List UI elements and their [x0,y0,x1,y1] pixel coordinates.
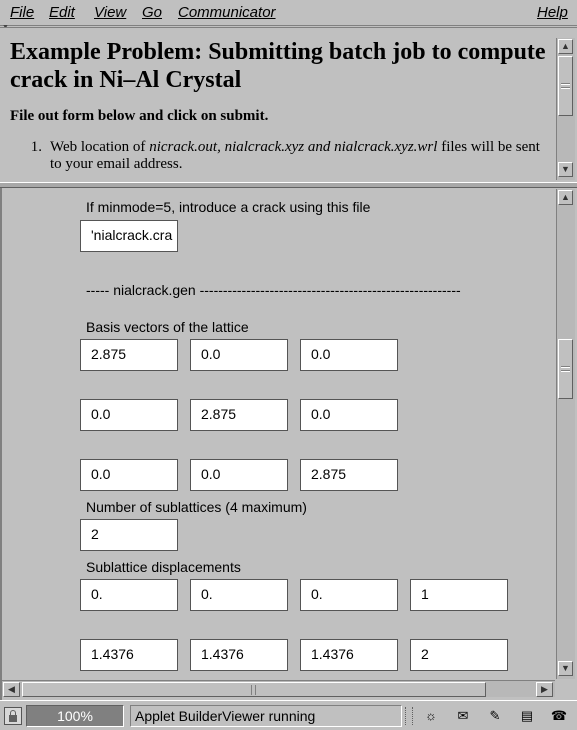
displacement-input[interactable]: 1.4376 [300,639,398,671]
displacement-input[interactable]: 0. [300,579,398,611]
basis-input[interactable]: 0.0 [80,459,178,491]
mail-icon[interactable]: ✉ [457,708,469,723]
arrow-down-icon[interactable]: ▼ [558,661,573,676]
crack-file-input[interactable]: 'nialcrack.cra [80,220,178,252]
displacements-label: Sublattice displacements [86,559,241,575]
top-frame [0,27,577,182]
top-frame-scrollbar[interactable] [556,38,575,180]
composer-icon[interactable]: ▤ [520,708,534,723]
top-frame-content [10,38,550,173]
sublattice-count-label: Number of sublattices (4 maximum) [86,499,307,515]
basis-input[interactable]: 0.0 [300,339,398,371]
zoom-indicator: 100% [26,705,124,727]
conference-icon[interactable]: ☎ [550,708,568,723]
menu-file[interactable]: File [10,4,35,21]
navigator-icon[interactable]: ☼ [425,708,437,723]
instructions-heading: File out form below and click on submit. [10,108,269,124]
list-item [10,139,550,173]
status-message: Applet BuilderViewer running [130,705,402,727]
sublattice-index-input[interactable]: 1 [410,579,508,611]
form-frame-hscrollbar[interactable] [2,680,555,697]
menu-edit[interactable]: Edit [49,4,75,21]
menu-help[interactable]: Help [537,4,568,21]
menu-go[interactable]: Go [142,4,163,21]
horizontal-scroll-thumb[interactable] [22,682,486,697]
basis-input[interactable]: 0.0 [190,339,288,371]
list-number: 1. [30,139,42,155]
menu-bar [0,0,577,26]
arrow-right-icon[interactable]: ▶ [536,682,553,697]
top-scroll-thumb[interactable] [558,56,573,116]
displacement-input[interactable]: 0. [80,579,178,611]
basis-input[interactable]: 0.0 [300,399,398,431]
menu-communicator[interactable]: Communicator [178,4,276,21]
discussion-icon[interactable]: ✎ [489,708,501,723]
section-divider: ----- nialcrack.gen -------------------------------------------------------- [86,282,461,298]
basis-input[interactable]: 2.875 [190,399,288,431]
basis-input[interactable]: 0.0 [80,399,178,431]
arrow-left-icon[interactable]: ◀ [3,682,20,697]
sublattice-count-input[interactable]: 2 [80,519,178,551]
file-names: nicrack.out, nialcrack.xyz and nialcrack.xyz.wrl [149,139,438,155]
form-frame-scrollbar[interactable] [556,189,575,679]
basis-vectors-label: Basis vectors of the lattice [86,319,249,335]
status-bar [0,700,577,730]
crack-file-label: If minmode=5, introduce a crack using this file [86,199,371,215]
basis-input[interactable]: 2.875 [80,339,178,371]
arrow-down-icon[interactable]: ▼ [558,162,573,177]
displacement-input[interactable]: 1.4376 [190,639,288,671]
lock-icon[interactable] [4,707,22,725]
page-title: Example Problem: Submitting batch job to compute crack in Ni–Al Crystal [10,39,546,93]
list-text-prefix: Web location of [50,139,150,155]
displacement-input[interactable]: 0. [190,579,288,611]
displacement-input[interactable]: 1.4376 [80,639,178,671]
list-text [50,139,550,173]
basis-input[interactable]: 0.0 [190,459,288,491]
menu-view[interactable]: View [94,4,127,21]
form-scroll-thumb[interactable] [558,339,573,399]
list-text-suffix: files will be sent to your email address. [50,139,540,172]
component-bar-grip[interactable] [405,707,413,725]
arrow-up-icon[interactable]: ▲ [558,39,573,54]
sublattice-index-input[interactable]: 2 [410,639,508,671]
basis-input[interactable]: 2.875 [300,459,398,491]
arrow-up-icon[interactable]: ▲ [558,190,573,205]
form-frame [0,188,577,700]
